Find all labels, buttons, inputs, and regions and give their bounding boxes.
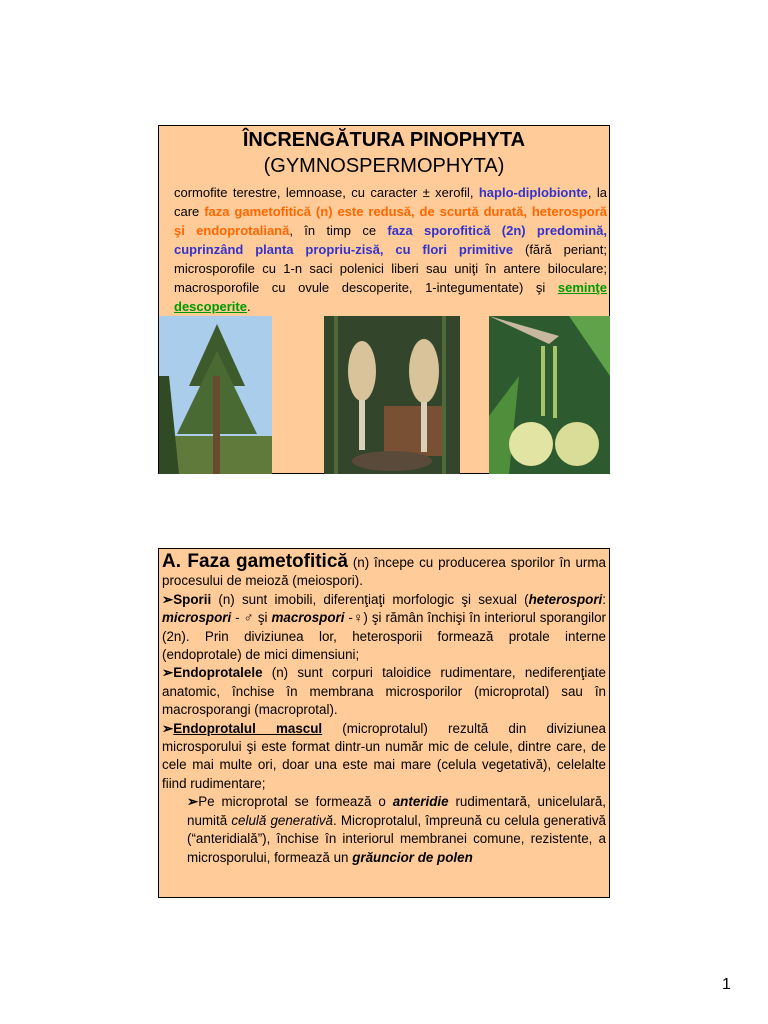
conifer-tree-photo <box>159 316 272 474</box>
ginkgo-seeds-photo <box>489 316 610 474</box>
paragraph-male-endoprotal <box>162 720 606 794</box>
slide-2 <box>158 548 610 898</box>
male-cones-photo <box>324 316 460 474</box>
page-number: 1 <box>722 976 731 993</box>
term-macrospores: macrospori <box>271 610 345 626</box>
slide-1 <box>158 125 610 474</box>
term-pollen-grain: grăuncior de polen <box>352 849 473 865</box>
term-microspores: microspori <box>162 610 232 626</box>
text-run: - ♂ şi <box>231 610 272 626</box>
slide-description <box>174 183 607 316</box>
highlight-sporophytic-phase: faza sporofitică (2n) predomină, cuprinzând planta propriu-zisă, cu flori primitive <box>174 223 607 257</box>
text-run: , la care <box>174 185 607 219</box>
text-run: . <box>246 299 251 314</box>
paragraph-spores <box>162 591 606 665</box>
text-run: -♀) şi rămân închişi în interiorul sporangilor (2n). Prin diviziunea lor, heterosporii formează protale interne (endoprotale) de mici dimensiuni; <box>162 610 606 663</box>
text-run: (n) sunt corpuri taloidice rudimentare, nediferenţiate anatomic, închise în membrana microsporilor (microprotal) sau în macrosporangi (macroprotal). <box>162 665 606 718</box>
slide-title: ÎNCRENGĂTURA PINOPHYTA <box>242 129 526 151</box>
text-run: (n) începe cu producerea sporilor în urma procesului de meioză (meiospori). <box>162 555 606 589</box>
term-generative-cell: celulă generativă <box>231 812 333 828</box>
term-antheridium: anteridie <box>392 794 449 810</box>
highlight-seeds: seminţe descoperite <box>174 280 607 314</box>
text-run: : <box>602 591 606 607</box>
slide-2-text <box>162 553 606 867</box>
paragraph-gametophytic-phase <box>162 553 606 591</box>
text-run: (microprotalul) rezultă din diviziunea microsporului şi este format dintr-un număr mic de celule, dintre care, de cele mai multe ori, doar una este mai mare (celula vegetativă), celelalte fiind rudimentare; <box>162 720 606 791</box>
term-heterospores: heterospori <box>528 591 603 607</box>
paragraph-endoprotals <box>162 664 606 719</box>
text-run: . Microprotalul, împreună cu celula generativă (“anteridială”), închise în interiorul membranei comune, rezistente, a microsporului, formează un <box>187 812 606 865</box>
text-run: (fără periant; microsporofile cu 1-n saci polenici liberi sau uniţi în antere biloculare; macrosporofile cu ovule descoperite, 1-integumentate) şi <box>174 242 607 295</box>
bullet-arrow-icon: ➢ <box>187 794 199 810</box>
slide-subtitle: (GYMNOSPERMOPHYTA) <box>263 155 505 177</box>
text-run: Pe microprotal se formează o <box>198 794 393 810</box>
section-heading: A. Faza gametofitică <box>162 551 348 572</box>
text-run: rudimentară, unicelulară, numită <box>187 794 606 828</box>
highlight-haplodiplobionte: haplo-diplobionte <box>478 185 588 200</box>
bullet-arrow-icon: ➢ <box>162 665 174 681</box>
text-run: cormofite terestre, lemnoase, cu caracter ± xerofil, <box>174 185 479 200</box>
text-run: , în timp ce <box>289 223 388 238</box>
paragraph-microprotal <box>162 793 606 867</box>
highlight-gametophytic-phase: faza gametofitică (n) este redusă, de scurtă durată, heterosporă şi endoprotaliană <box>174 204 607 238</box>
term-spores: Sporii <box>173 591 212 607</box>
term-endoprotals: Endoprotalele <box>173 665 263 681</box>
term-male-endoprotal: Endoprotalul mascul <box>173 720 323 736</box>
text-run: (n) sunt imobili, diferenţiaţi morfologic şi sexual ( <box>211 591 529 607</box>
bullet-arrow-icon: ➢ <box>162 591 174 607</box>
bullet-arrow-icon: ➢ <box>162 720 174 736</box>
